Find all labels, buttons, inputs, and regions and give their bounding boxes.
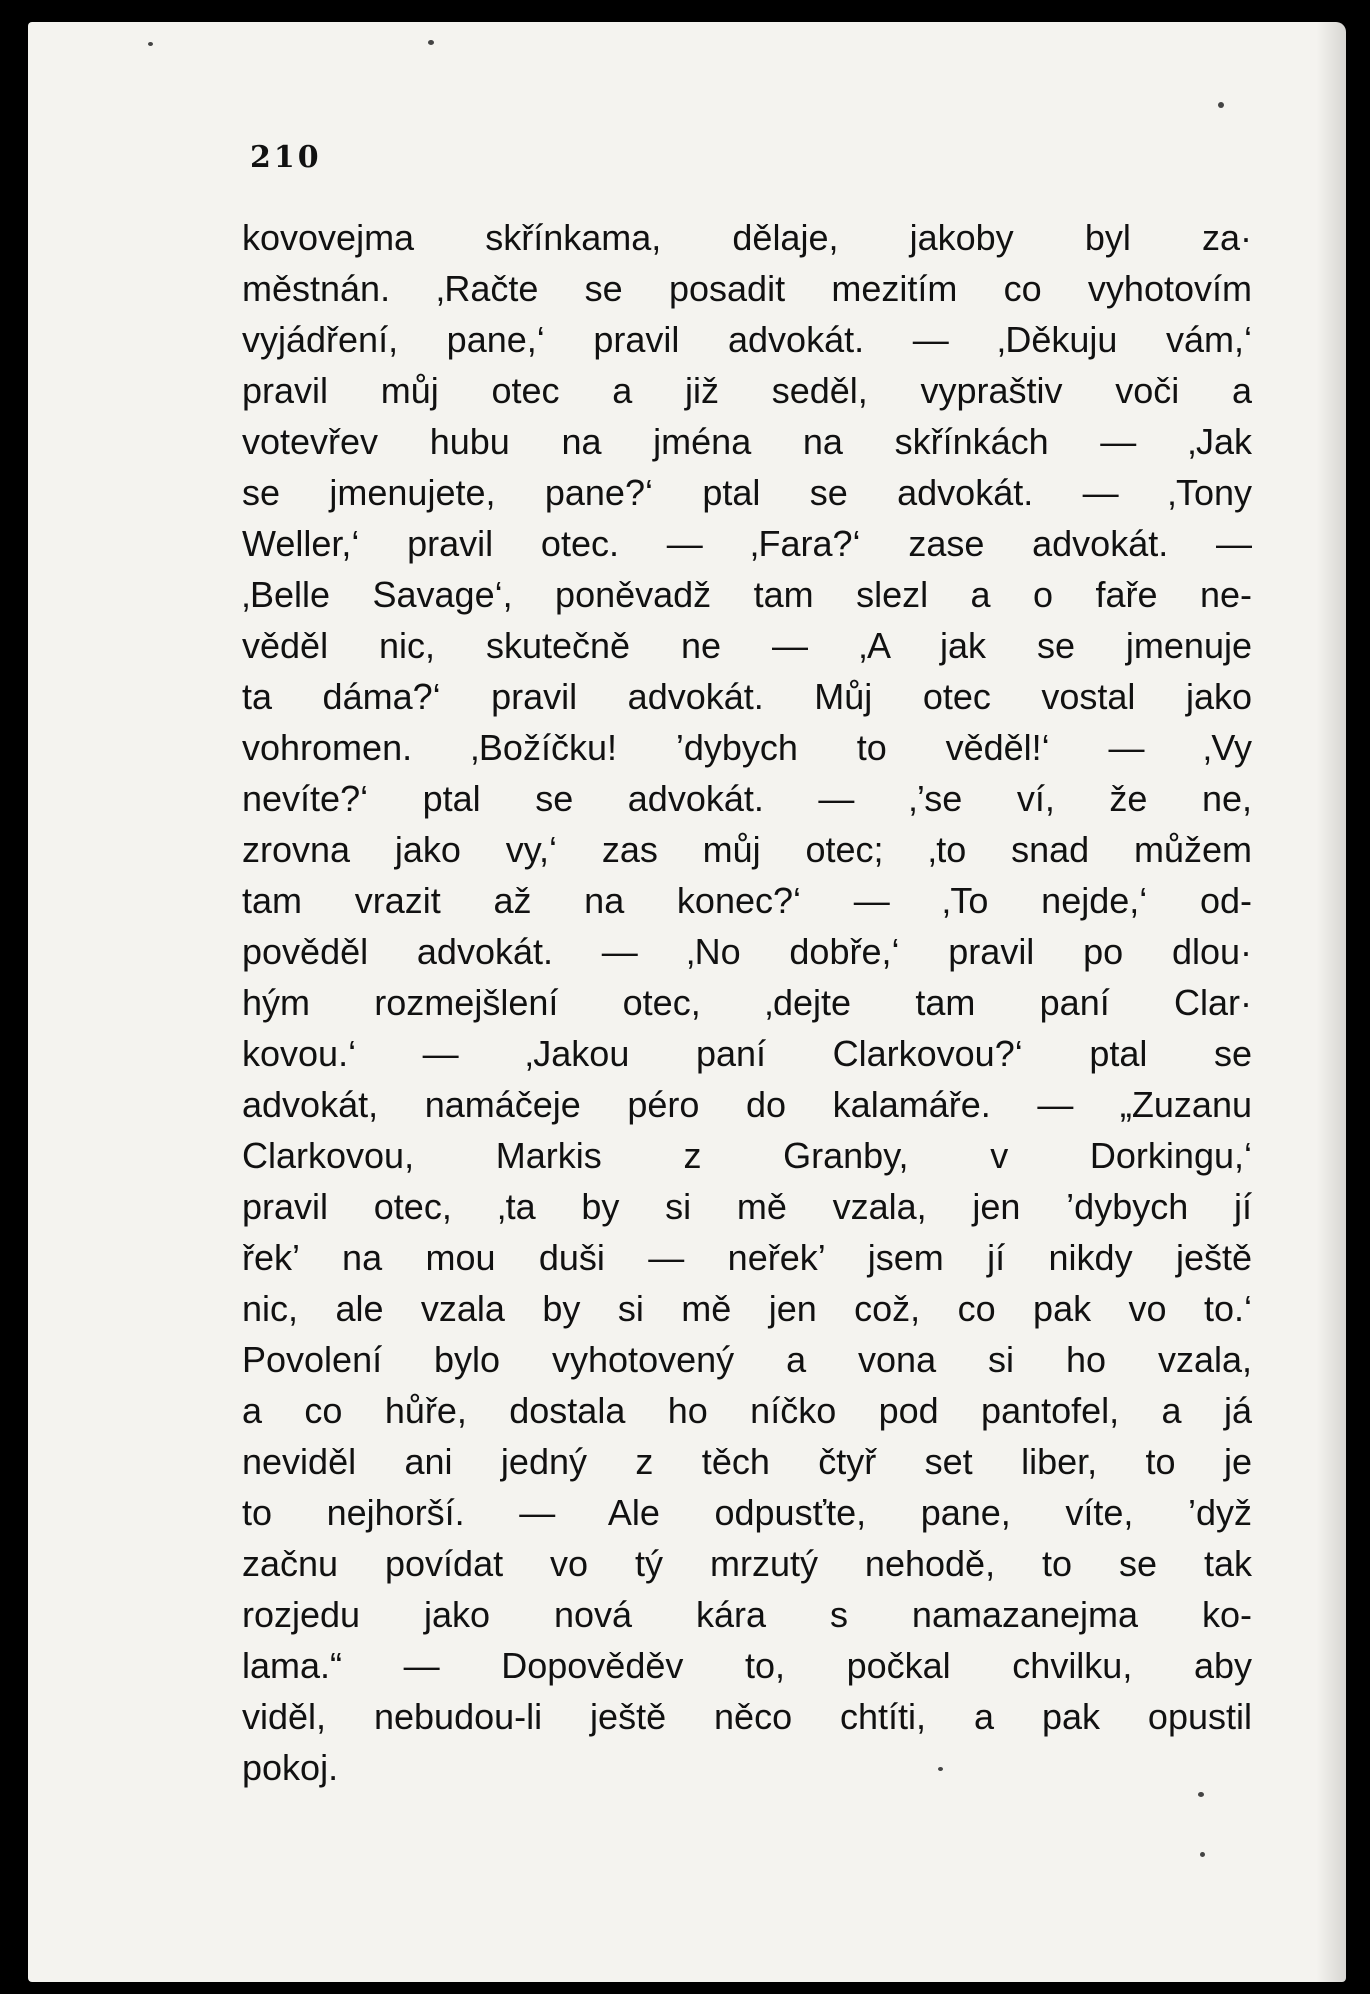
text-line: viděl, nebudou-li ještě něco chtíti, a pak opustil [242, 1696, 1252, 1737]
page-number: 210 [250, 140, 322, 175]
text-line: věděl nic, skutečně ne — ‚A jak se jmenuje [242, 625, 1252, 666]
text-line: Weller,‘ pravil otec. — ‚Fara?‘ zase advokát. — [242, 523, 1252, 564]
scan-speck [428, 40, 434, 45]
text-line: nevíte?‘ ptal se advokát. — ‚’se ví, že ne, [242, 778, 1252, 819]
text-line: vyjádření, pane,‘ pravil advokát. — ‚Děkuju vám,‘ [242, 319, 1252, 360]
text-line-last: pokoj. [242, 1747, 339, 1788]
text-line: Povolení bylo vyhotovený a vona si ho vzala, [242, 1339, 1252, 1380]
text-line: lama.“ — Dopověděv to, počkal chvilku, aby [242, 1645, 1252, 1686]
text-line: ‚Belle Savage‘, poněvadž tam slezl a o faře ne- [242, 574, 1252, 615]
text-line: městnán. ‚Račte se posadit mezitím co vyhotovím [242, 268, 1252, 309]
text-line: kovovejma skřínkama, dělaje, jakoby byl za· [242, 217, 1252, 258]
scan-speck [1200, 1852, 1205, 1857]
text-line: nic, ale vzala by si mě jen což, co pak vo to.‘ [242, 1288, 1252, 1329]
text-line: tam vrazit až na konec?‘ — ‚To nejde,‘ od- [242, 880, 1252, 921]
text-line: advokát, namáčeje péro do kalamáře. — „Zuzanu [242, 1084, 1252, 1125]
text-line: votevřev hubu na jména na skřínkách — ‚Jak [242, 421, 1252, 462]
text-line: pověděl advokát. — ‚No dobře,‘ pravil po dlou· [242, 931, 1252, 972]
text-line: neviděl ani jedný z těch čtyř set liber, to je [242, 1441, 1252, 1482]
text-line: ta dáma?‘ pravil advokát. Můj otec vostal jako [242, 676, 1252, 717]
text-line: řek’ na mou duši — neřek’ jsem jí nikdy ještě [242, 1237, 1252, 1278]
page-edge-shadow [1316, 22, 1346, 1982]
text-line: pravil otec, ‚ta by si mě vzala, jen ’dybych jí [242, 1186, 1252, 1227]
page-body-text [242, 212, 1252, 1793]
text-line: Clarkovou, Markis z Granby, v Dorkingu,‘ [242, 1135, 1252, 1176]
book-page [28, 22, 1346, 1982]
text-line: začnu povídat vo tý mrzutý nehodě, to se tak [242, 1543, 1252, 1584]
scan-speck [148, 42, 153, 46]
text-line: vohromen. ‚Božíčku! ’dybych to věděl!‘ — ‚Vy [242, 727, 1252, 768]
text-line: a co hůře, dostala ho níčko pod pantofel, a já [242, 1390, 1252, 1431]
text-line: to nejhorší. — Ale odpusťte, pane, víte, ’dyž [242, 1492, 1252, 1533]
text-line: zrovna jako vy,‘ zas můj otec; ‚to snad můžem [242, 829, 1252, 870]
text-line: hým rozmejšlení otec, ‚dejte tam paní Clar· [242, 982, 1252, 1023]
scan-speck [1218, 102, 1224, 108]
text-line: se jmenujete, pane?‘ ptal se advokát. — ‚Tony [242, 472, 1252, 513]
text-line: kovou.‘ — ‚Jakou paní Clarkovou?‘ ptal se [242, 1033, 1252, 1074]
text-line: rozjedu jako nová kára s namazanejma ko- [242, 1594, 1252, 1635]
text-line: pravil můj otec a již seděl, vypraštiv voči a [242, 370, 1252, 411]
